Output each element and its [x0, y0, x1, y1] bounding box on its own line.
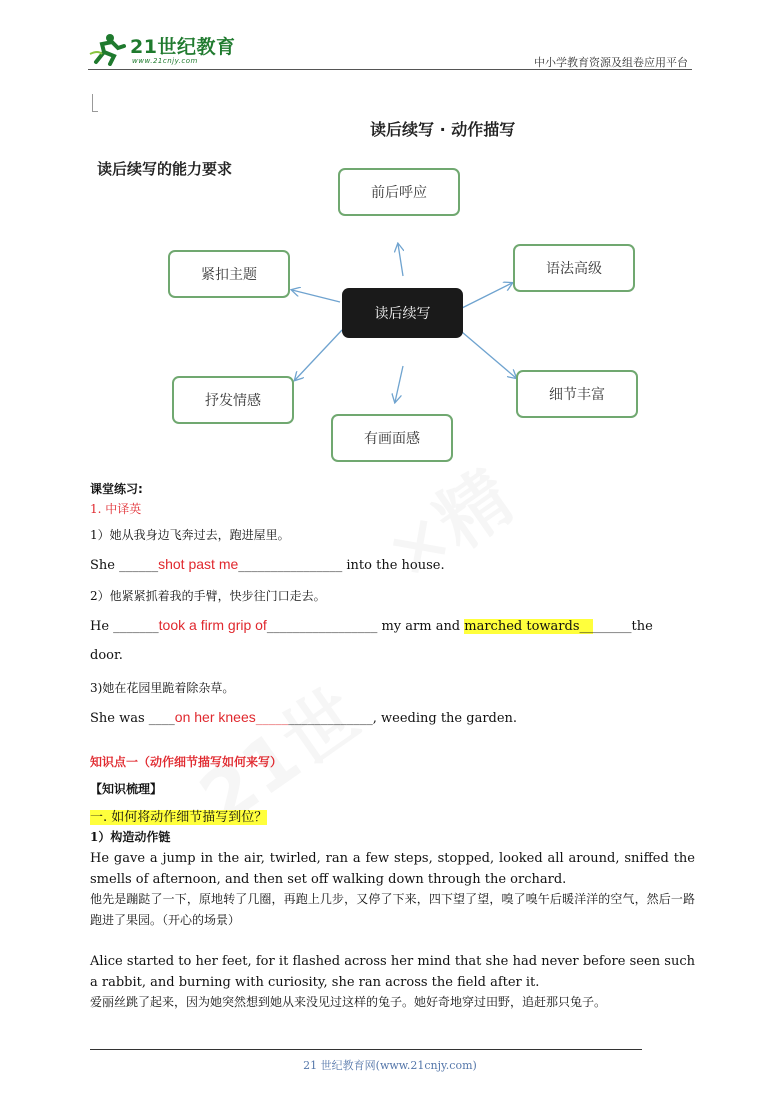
knowledge-review-heading: 【知识梳理】	[90, 782, 163, 796]
q2-highlight-text: marched towards	[464, 619, 580, 634]
q2-suffix: ______the	[592, 619, 653, 634]
question-2-continuation: door.	[90, 648, 123, 663]
example-1-chinese: 他先是蹦跶了一下，原地转了几圈，再跑上几步，又停了下来，四下望了望，嗅了嗅午后暖洋洋的空气，然后一路跑进了果园。（开心的场景）	[90, 892, 695, 927]
header-platform-text: 中小学教育资源及组卷应用平台	[534, 56, 688, 69]
q1-suffix: ________________ into the house.	[238, 558, 445, 573]
q3-answer: on her knees	[174, 709, 256, 725]
question-2-chinese: 2）他紧紧抓着我的手臂，快步往门口走去。	[90, 589, 326, 603]
mindmap-node-语法高级: 语法高级	[513, 244, 635, 292]
example-2-english: Alice started to her feet, for it flashed across her mind that she had never before seen such a rabbit, and burning with curiosity, she ran across the field after it.	[90, 954, 695, 990]
q2-answer: took a firm grip of	[158, 617, 267, 633]
arrow-to-有画面感	[395, 366, 403, 402]
arrow-to-紧扣主题	[292, 290, 340, 302]
mindmap-node-抒发情感: 抒发情感	[172, 376, 294, 424]
exercise-section-title: 1. 中译英	[90, 502, 142, 516]
question-title-highlight: 一. 如何将动作细节描写到位？	[90, 810, 268, 825]
logo-url: www.21cnjy.com	[132, 57, 198, 65]
mindmap-node-有画面感: 有画面感	[331, 414, 453, 462]
arrow-to-抒发情感	[295, 330, 342, 380]
footer-link[interactable]: 21 世纪教育网(www.21cnjy.com)	[303, 1059, 477, 1072]
exercise-heading: 课堂练习:	[90, 482, 143, 496]
q1-answer: shot past me	[158, 556, 239, 572]
question-1-english	[90, 556, 445, 573]
q3-suffix: _____________, weeding the garden.	[288, 711, 518, 726]
knowledge-question-title	[90, 806, 267, 825]
question-3-english	[90, 709, 517, 726]
example-1-english: He gave a jump in the air, twirled, ran a few steps, stopped, looked all around, sniffed the smells of afternoon, and then set off walking down through the orchard.	[90, 851, 695, 887]
q3-prefix: She was ____	[90, 711, 175, 726]
mindmap-title: 读后续写 · 动作描写	[370, 120, 516, 139]
mindmap-arrows	[0, 0, 780, 480]
mindmap-node-细节丰富: 细节丰富	[516, 370, 638, 418]
q2-highlight-tail: __	[579, 619, 593, 634]
arrow-to-语法高级	[462, 283, 512, 308]
mindmap-node-前后呼应: 前后呼应	[338, 168, 460, 216]
question-2-english	[90, 617, 653, 634]
arrow-to-前后呼应	[398, 244, 403, 276]
question-1-chinese: 1）她从我身边飞奔过去，跑进屋里。	[90, 528, 290, 542]
logo-text: 21世纪教育	[130, 36, 236, 58]
mindmap-subtitle: 读后续写的能力要求	[97, 160, 233, 178]
arrow-to-细节丰富	[462, 332, 516, 378]
footer-divider	[90, 1049, 642, 1050]
example-2-chinese: 爱丽丝跳了起来，因为她突然想到她从来没见过这样的兔子。她好奇地穿过田野，追赶那只兔子。	[90, 995, 607, 1009]
knowledge-point-title: 知识点一（动作细节描写如何来写）	[90, 755, 283, 769]
question-3-chinese: 3)她在花园里跪着除杂草。	[90, 681, 235, 695]
subsection-action-chain: 1）构造动作链	[90, 830, 171, 844]
q1-prefix: She ______	[90, 558, 159, 573]
q2-middle: _________________ my arm and	[266, 619, 465, 634]
mindmap-center-node: 读后续写	[342, 288, 463, 338]
q2-highlight	[464, 619, 592, 634]
q2-prefix: He _______	[90, 619, 159, 634]
mindmap-node-紧扣主题: 紧扣主题	[168, 250, 290, 298]
q3-answer-tail: _____	[255, 711, 289, 726]
